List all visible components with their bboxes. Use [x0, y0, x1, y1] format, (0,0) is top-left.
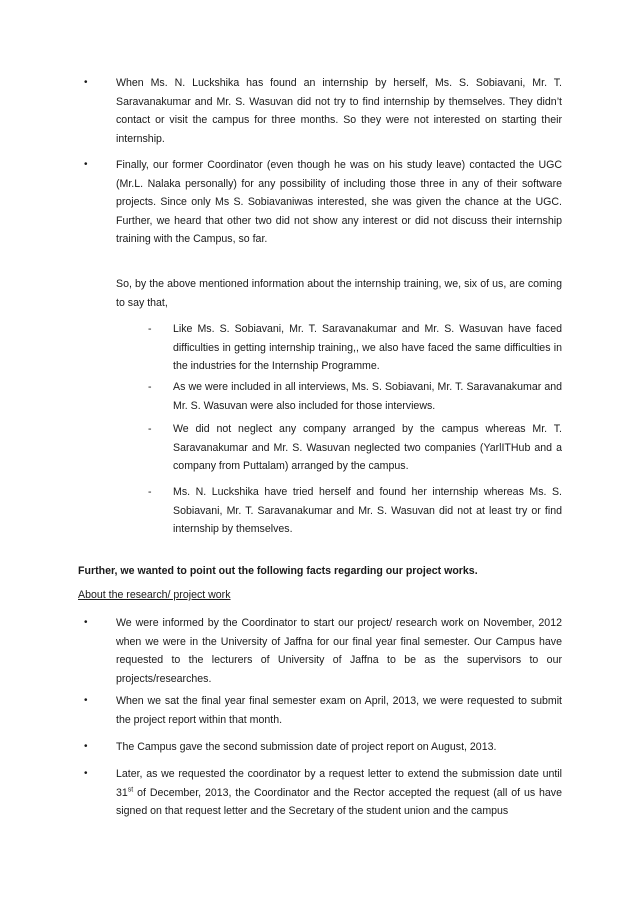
bullet-marker: • [84, 77, 88, 88]
intro-paragraph: So, by the above mentioned information about the internship training, we, six of us, are coming to say that, [116, 278, 562, 309]
bullet-marker: • [84, 159, 88, 170]
list-item [84, 765, 562, 821]
text-segment: of December, 2013, the Coordinator and the Rector accepted the request (all of us have signed on that request letter and the Secretary of the student union and the campus [116, 786, 562, 818]
list-item-text: Ms. N. Luckshika have tried herself and found her internship whereas Ms. S. Sobiavani, Mr. T. Saravanakumar and Mr. S. Wasuvan did not at least try or find internship by themselves. [173, 486, 562, 536]
list-item-text: When we sat the final year final semester exam on April, 2013, we were requested to submit the project report within that month. [116, 695, 562, 726]
list-item-text: The Campus gave the second submission date of project report on August, 2013. [116, 741, 497, 753]
bullet-marker: • [84, 768, 88, 779]
list-item [148, 320, 562, 376]
list-item-text: We were informed by the Coordinator to start our project/ research work on November, 2012 when we were in the University of Jaffna for our final year final semester. Our Campus have requested to the lecturers of University of Jaffna to be as the supervisors to our projects/researches. [116, 617, 562, 685]
list-item [84, 74, 562, 148]
dash-marker: - [148, 381, 152, 393]
subheading: About the research/ project work [78, 589, 231, 601]
list-item [148, 378, 562, 415]
text-segment: Later, as we requested the coordinator by a request letter to extend the submission date until 31 [116, 768, 562, 799]
list-item [148, 420, 562, 476]
bullet-marker: • [84, 617, 88, 628]
list-item-text: We did not neglect any company arranged by the campus whereas Mr. T. Saravanakumar and Mr. S. Wasuvan neglected two companies (YarlITHub and a company from Puttalam) arranged by the campus. [173, 423, 562, 473]
dash-marker: - [148, 486, 152, 498]
list-item-text: Like Ms. S. Sobiavani, Mr. T. Saravanakumar and Mr. S. Wasuvan have faced difficulties in getting internship training,, we also have faced the same difficulties in the industries for the Internship Programme. [173, 323, 562, 373]
dash-marker: - [148, 423, 152, 435]
list-item-text: As we were included in all interviews, Ms. S. Sobiavani, Mr. T. Saravanakumar and Mr. S. Wasuvan were also included for those interviews. [173, 381, 562, 412]
dash-marker: - [148, 323, 152, 335]
list-item [84, 614, 562, 688]
list-item-text: When Ms. N. Luckshika has found an internship by herself, Ms. S. Sobiavani, Mr. T. Saravanakumar and Mr. S. Wasuvan did not try to find internship by themselves. They didn’t contact or visit the campus for three months. So they were not interested on starting their internship. [116, 77, 562, 145]
list-item [84, 692, 562, 729]
bullet-marker: • [84, 741, 88, 752]
bullet-marker: • [84, 695, 88, 706]
section-heading: Further, we wanted to point out the following facts regarding our project works. [78, 565, 478, 577]
list-item [148, 483, 562, 539]
list-item [84, 156, 562, 249]
list-item-text: Finally, our former Coordinator (even though he was on his study leave) contacted the UGC (Mr.L. Nalaka personally) for any possibility of including those three in any of their software projects. Since only Ms S. Sobiavaniwas interested, she was given the chance at the UGC. Further, we heard that other two did not show any interest or did not discuss their internship training with the Campus, so far. [116, 159, 562, 246]
list-item-text [116, 765, 562, 821]
superscript: st [127, 786, 134, 794]
list-item [84, 738, 562, 757]
